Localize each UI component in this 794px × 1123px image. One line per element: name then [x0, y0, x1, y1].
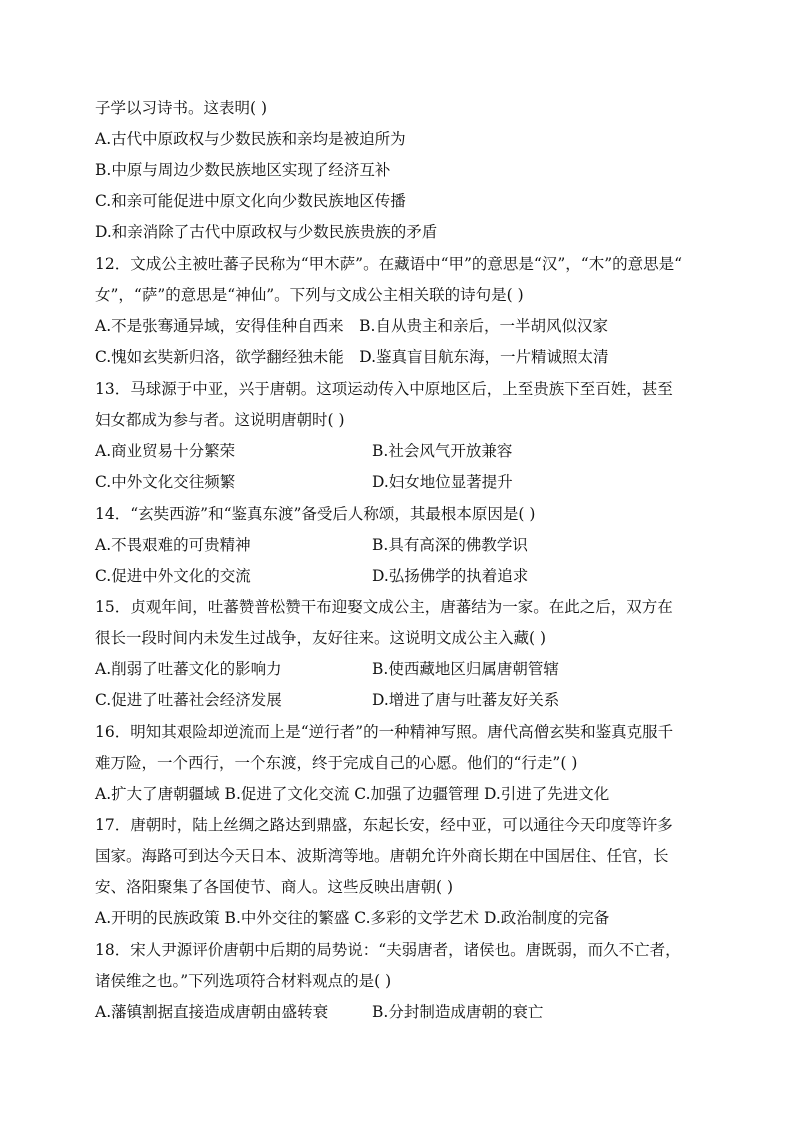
question-17-options: A.开明的民族政策 B.中外交往的繁盛 C.多彩的文学艺术 D.政治制度的完备 [95, 909, 610, 927]
question-14-stem: 14．“玄奘西游”和“鉴真东渡”备受后人称颂，其最根本原因是( ) [95, 505, 536, 523]
question-18-option-a: A.藩镇割据直接造成唐朝由盛转衰 [95, 1003, 329, 1021]
question-15-option-a: A.削弱了吐蕃文化的影响力 [95, 660, 282, 678]
question-12-stem-line-1: 12．文成公主被吐蕃子民称为“甲木萨”。在藏语中“甲”的意思是“汉”，“木”的意思是“ [95, 255, 683, 273]
question-17-stem-line-2: 国家。海路可到达今天日本、波斯湾等地。唐朝允许外商长期在中国居住、任官，长 [95, 847, 669, 865]
question-12-options-ab: A.不是张骞通异域，安得佳种自西来 B.自从贵主和亲后，一半胡风似汉家 [95, 317, 608, 335]
question-13-option-a: A.商业贸易十分繁荣 [95, 442, 236, 460]
question-15-option-d: D.增进了唐与吐蕃友好关系 [372, 691, 560, 709]
question-13-stem-line-1: 13．马球源于中亚，兴于唐朝。这项运动传入中原地区后，上至贵族下至百姓，甚至 [95, 380, 673, 398]
question-15-option-c: C.促进了吐蕃社会经济发展 [95, 691, 282, 709]
question-14-option-b: B.具有高深的佛教学识 [372, 536, 528, 554]
question-15-stem-line-2: 很长一段时间内未发生过战争，友好往来。这说明文成公主入藏( ) [95, 629, 547, 647]
question-18-option-b: B.分封制造成唐朝的衰亡 [372, 1003, 544, 1021]
question-13-option-c: C.中外文化交往频繁 [95, 473, 236, 491]
question-14-option-c: C.促进中外文化的交流 [95, 567, 251, 585]
question-18-stem-line-2: 诸侯维之也。”下列选项符合材料观点的是( ) [95, 972, 392, 990]
question-17-stem-line-1: 17．唐朝时，陆上丝绸之路达到鼎盛，东起长安，经中亚，可以通往今天印度等许多 [95, 816, 673, 834]
question-17-stem-line-3: 安、洛阳聚集了各国使节、商人。这些反映出唐朝( ) [95, 878, 454, 896]
question-11-stem-end: 子学以习诗书。这表明( ) [95, 99, 268, 117]
question-13-option-d: D.妇女地位显著提升 [372, 473, 513, 491]
question-12-stem-line-2: 女”，“萨”的意思是“神仙”。下列与文成公主相关联的诗句是( ) [95, 286, 524, 304]
question-11-option-b: B.中原与周边少数民族地区实现了经济互补 [95, 161, 391, 179]
question-11-option-c: C.和亲可能促进中原文化向少数民族地区传播 [95, 192, 406, 210]
question-11-option-d: D.和亲消除了古代中原政权与少数民族贵族的矛盾 [95, 223, 438, 241]
question-15-option-b: B.使西藏地区归属唐朝管辖 [372, 660, 559, 678]
question-13-option-b: B.社会风气开放兼容 [372, 442, 513, 460]
question-16-stem-line-1: 16．明知其艰险却逆流而上是“逆行者”的一种精神写照。唐代高僧玄奘和鉴真克服千 [95, 723, 674, 741]
question-16-options: A.扩大了唐朝疆域 B.促进了文化交流 C.加强了边疆管理 D.引进了先进文化 [95, 785, 610, 803]
question-18-stem-line-1: 18．宋人尹源评价唐朝中后期的局势说：“夫弱唐者，诸侯也。唐既弱，而久不亡者， [95, 941, 681, 959]
question-14-option-a: A.不畏艰难的可贵精神 [95, 536, 251, 554]
question-15-stem-line-1: 15．贞观年间，吐蕃赞普松赞干布迎娶文成公主，唐蕃结为一家。在此之后，双方在 [95, 598, 673, 616]
question-14-option-d: D.弘扬佛学的执着追求 [372, 567, 529, 585]
question-13-stem-line-2: 妇女都成为参与者。这说明唐朝时( ) [95, 411, 345, 429]
question-11-option-a: A.古代中原政权与少数民族和亲均是被迫所为 [95, 130, 406, 148]
question-12-options-cd: C.愧如玄奘新归洛，欲学翻经独未能 D.鉴真盲目航东海，一片精诚照太清 [95, 348, 609, 366]
question-16-stem-line-2: 难万险，一个西行，一个东渡，终于完成自己的心愿。他们的“行走”( ) [95, 754, 578, 772]
